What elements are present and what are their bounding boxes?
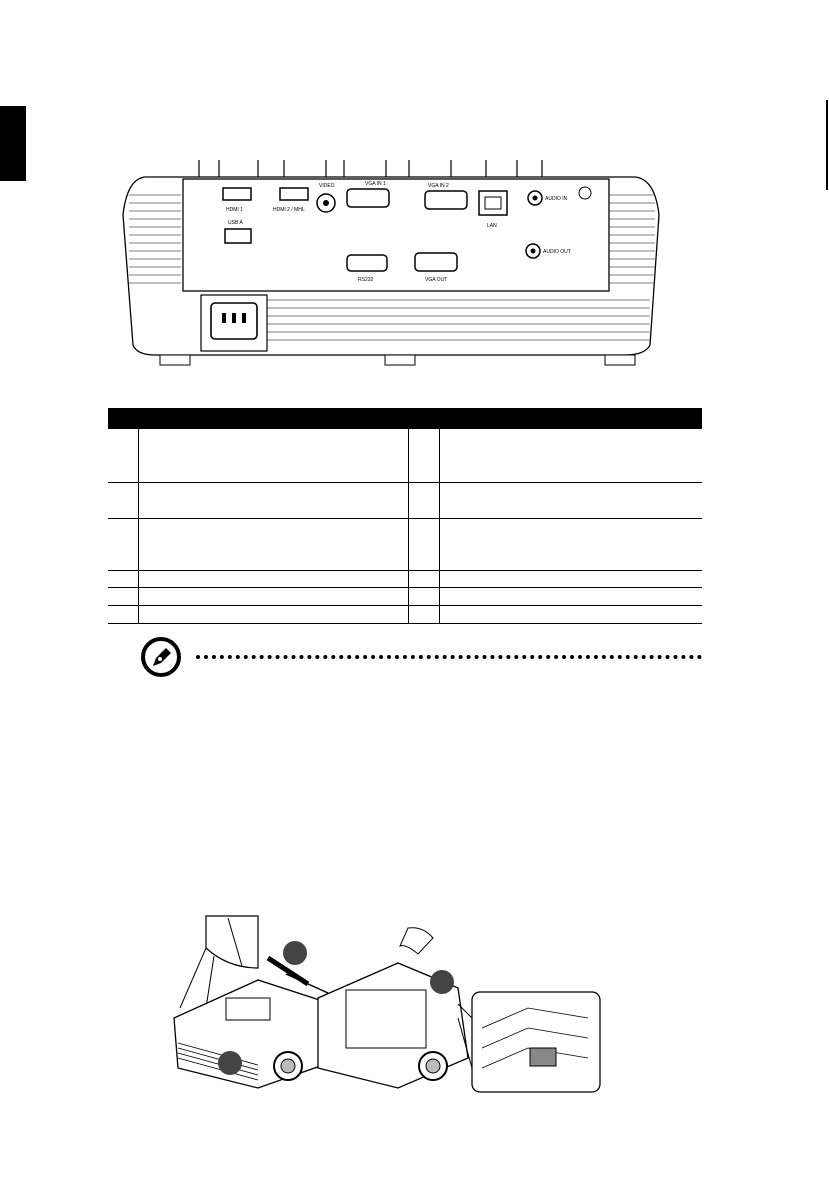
callout-marker [430,970,454,994]
header-cell [408,408,439,429]
language-tab [0,106,26,181]
note-pen-icon [140,636,182,678]
row-number [408,429,439,482]
header-cell [108,408,138,429]
port-label-lan: LAN [487,223,497,229]
table-row [108,429,702,482]
row-description [138,570,408,587]
row-description [138,429,408,482]
port-label-vga-in1: VGA IN 1 [365,181,386,187]
connector-table [108,408,702,624]
header-cell [439,408,702,429]
row-number [108,570,138,587]
port-label-audio-out: AUDIO OUT [543,249,571,255]
row-description [439,482,702,518]
port-label-video: VIDEO [319,183,335,189]
row-description [439,429,702,482]
row-description [439,518,702,570]
row-number [108,482,138,518]
row-number [408,518,439,570]
table-row [108,570,702,587]
row-number [408,605,439,623]
row-description [138,605,408,623]
port-label-audio-in: AUDIO IN [545,196,568,202]
row-number [108,429,138,482]
port-label-hdmi1: HDMI 1 [226,207,243,213]
row-description [138,518,408,570]
port-label-vga-out: VGA OUT [425,277,448,283]
row-number [408,587,439,605]
row-number [108,587,138,605]
table-row [108,587,702,605]
table-header [108,408,702,429]
callout-marker [283,941,307,965]
port-label-hdmi2: HDMI 2 / MHL [273,207,305,213]
row-description [439,605,702,623]
projector-rear-panel [115,155,665,400]
row-description [138,587,408,605]
note-divider [196,655,702,659]
row-description [439,587,702,605]
table-row [108,605,702,623]
port-label-rs232: RS232 [358,277,374,283]
lamp-replacement-illustration [168,908,604,1094]
row-description [439,570,702,587]
callout-marker [218,1051,242,1075]
port-label-vga-in2: VGA IN 2 [428,183,449,189]
row-description [138,482,408,518]
edge-marker [826,100,828,190]
table-row [108,518,702,570]
header-cell [138,408,408,429]
row-number [408,482,439,518]
port-label-usb: USB A [228,220,243,226]
row-number [108,605,138,623]
table-row [108,482,702,518]
row-number [408,570,439,587]
row-number [108,518,138,570]
